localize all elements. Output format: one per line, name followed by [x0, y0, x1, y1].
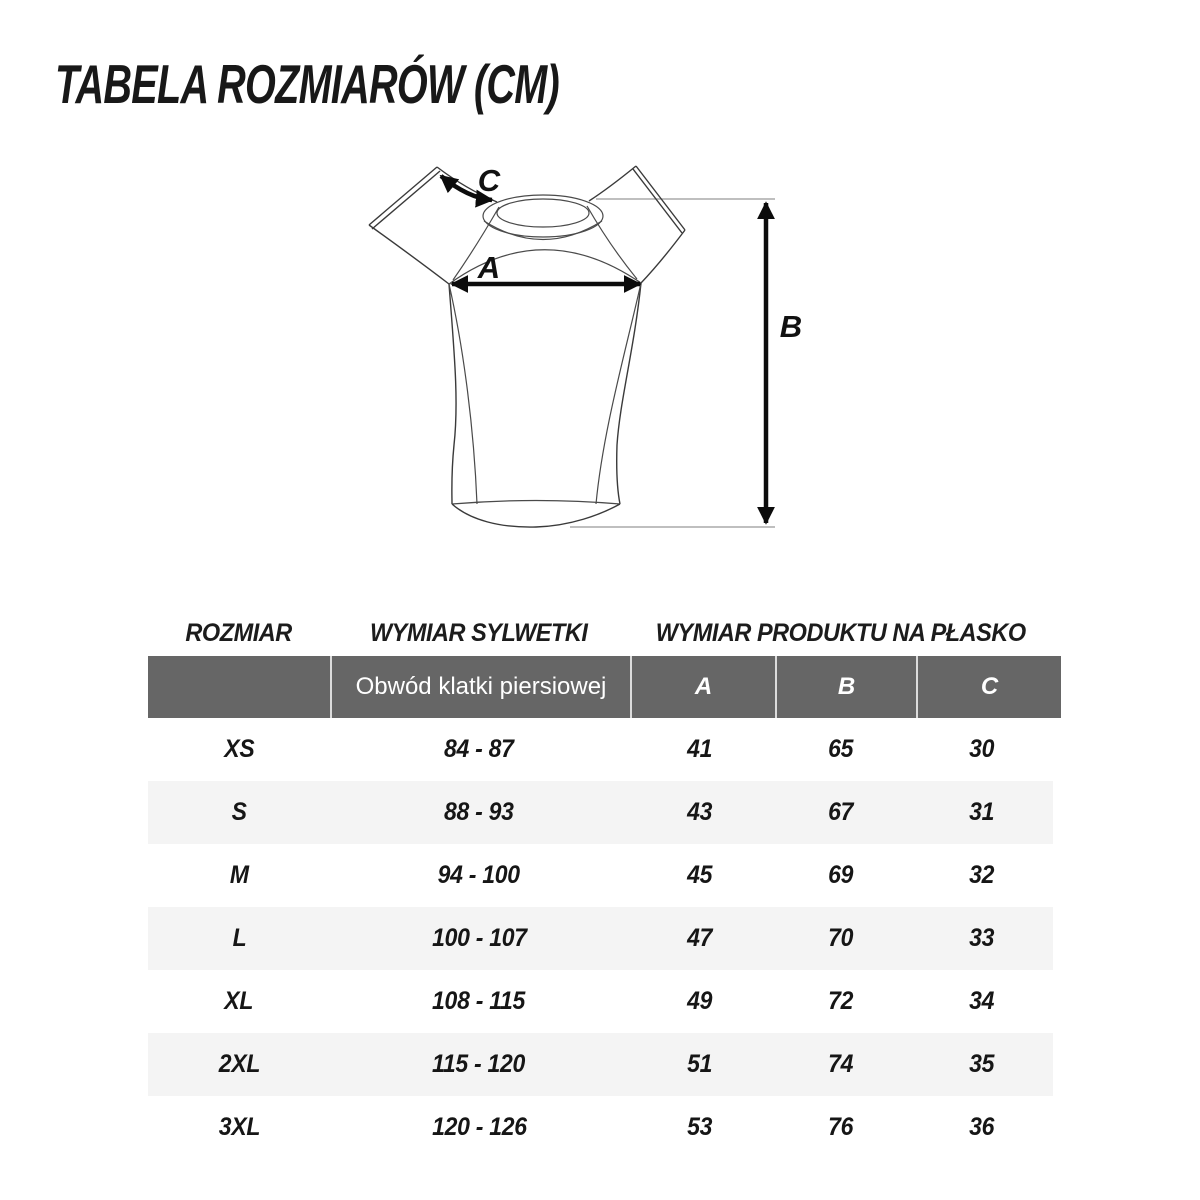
column-header-a: A	[632, 656, 775, 718]
column-header-c: C	[918, 656, 1061, 718]
column-header-empty	[148, 656, 330, 718]
measure-a-label: A	[477, 250, 501, 285]
size-label: XS	[223, 735, 255, 763]
measure-c-value: 36	[968, 1113, 995, 1141]
measure-c-value: 32	[968, 861, 995, 889]
measure-a-value: 47	[686, 924, 713, 952]
table-row-m	[148, 844, 1053, 907]
table-row-2xl	[148, 1033, 1053, 1096]
group-header-size: ROZMIAR	[185, 618, 293, 647]
measure-a-value: 41	[686, 735, 713, 763]
size-table	[148, 610, 1053, 1159]
size-label: M	[229, 861, 249, 889]
table-row-xl	[148, 970, 1053, 1033]
column-header-chest: Obwód klatki piersiowej	[332, 656, 630, 718]
size-label: L	[232, 924, 246, 952]
measure-c-label: C	[477, 163, 501, 198]
size-label: S	[231, 798, 247, 826]
group-header-product: WYMIAR PRODUKTU NA PŁASKO	[655, 618, 1026, 647]
table-row-3xl	[148, 1096, 1053, 1159]
measure-b-value: 74	[827, 1050, 854, 1078]
size-label: XL	[224, 987, 254, 1015]
table-row-s	[148, 781, 1053, 844]
measure-c-value: 30	[968, 735, 995, 763]
chest-range: 108 - 115	[432, 987, 526, 1015]
tshirt-outline	[369, 166, 685, 527]
measure-a-value: 53	[686, 1113, 713, 1141]
measure-c-value: 31	[968, 798, 995, 826]
measure-b-value: 67	[827, 798, 854, 826]
page-title: TABELA ROZMIARÓW (CM)	[55, 53, 559, 115]
table-row-l	[148, 907, 1053, 970]
collar-inner	[497, 199, 589, 227]
chest-range: 88 - 93	[444, 798, 514, 826]
table-group-header-row	[148, 610, 1053, 656]
measure-a-value: 45	[686, 861, 713, 889]
measure-b-value: 65	[827, 735, 854, 763]
tshirt-measurement-diagram	[330, 140, 850, 580]
chest-range: 84 - 87	[444, 735, 514, 763]
measure-b-value: 72	[827, 987, 854, 1015]
measure-b-value: 69	[827, 861, 854, 889]
measure-c-value: 34	[968, 987, 995, 1015]
table-column-header-row	[148, 656, 1053, 718]
measure-c-value: 35	[968, 1050, 995, 1078]
table-row-xs	[148, 718, 1053, 781]
measure-a-value: 49	[686, 987, 713, 1015]
measure-c-value: 33	[968, 924, 995, 952]
size-label: 3XL	[218, 1113, 260, 1141]
chest-range: 120 - 126	[431, 1113, 527, 1141]
column-header-b: B	[777, 656, 916, 718]
measure-a-value: 51	[686, 1050, 713, 1078]
tshirt-diagram-svg	[330, 140, 850, 580]
b-reference-lines	[570, 199, 775, 527]
measure-b-value: 70	[827, 924, 854, 952]
chest-range: 115 - 120	[432, 1050, 526, 1078]
measure-a-value: 43	[686, 798, 713, 826]
chest-range: 94 - 100	[437, 861, 521, 889]
chest-range: 100 - 107	[431, 924, 527, 952]
measure-b-label: B	[779, 309, 803, 344]
group-header-body: WYMIAR SYLWETKI	[370, 618, 588, 647]
size-label: 2XL	[218, 1050, 260, 1078]
measure-b-value: 76	[827, 1113, 854, 1141]
